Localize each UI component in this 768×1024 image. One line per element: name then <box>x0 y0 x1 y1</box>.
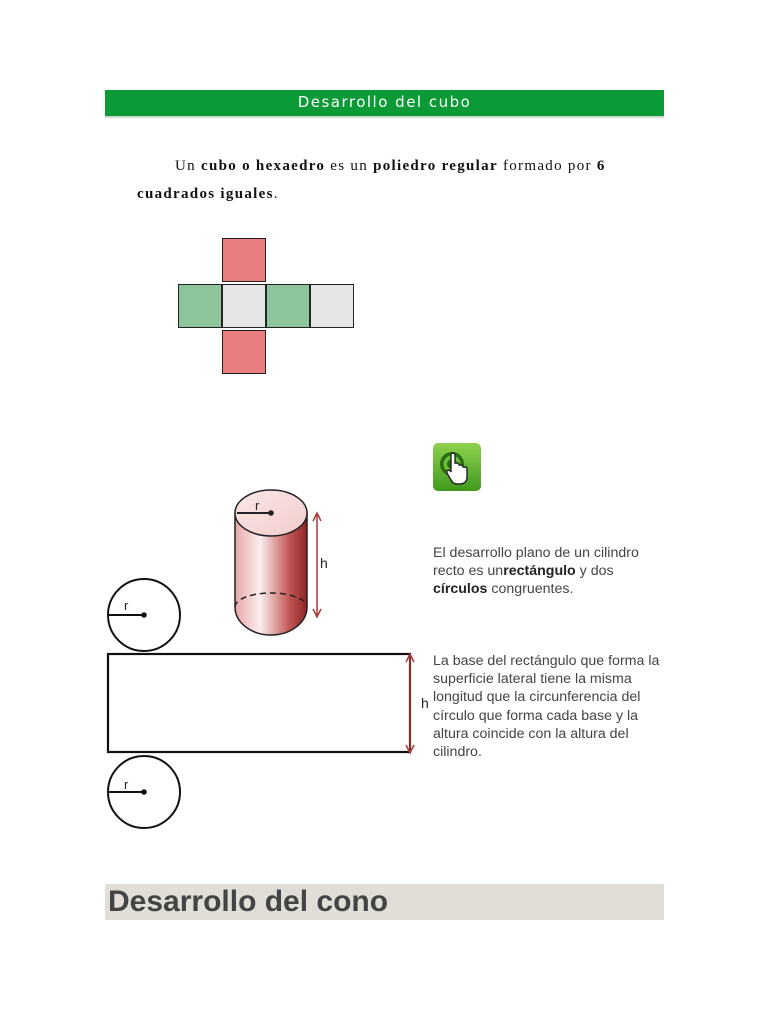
p1-bold-circles: círculos <box>433 581 488 598</box>
cylinder-radius-label: r <box>255 498 260 513</box>
cube-net-face-back <box>310 284 354 328</box>
intro-bold-polyhedron: poliedro regular <box>373 158 498 174</box>
touch-hand-icon[interactable] <box>433 443 481 491</box>
p1-text-2: y dos <box>575 563 614 580</box>
cylinder-description-paragraph <box>433 544 668 599</box>
cube-net-face-right <box>266 284 310 328</box>
cube-intro-paragraph <box>137 152 637 208</box>
intro-text-3: formado por <box>497 158 597 174</box>
intro-bold-cube: cubo o hexaedro <box>200 158 326 174</box>
cone-section-header: Desarrollo del cono <box>105 884 664 920</box>
intro-text-1: Un <box>175 158 201 174</box>
intro-bold-squares: 6 cuadrados iguales <box>137 158 606 202</box>
p1-text-3: congruentes. <box>487 581 574 598</box>
rectangle-explanation-paragraph: La base del rectángulo que forma la superficie lateral tiene la misma longitud que la circunferencia del círculo que forma cada base y la altura coincide con la altura del cilindro. <box>433 653 660 761</box>
cube-net-face-front <box>222 284 266 328</box>
cylinder-development-figure <box>104 485 434 835</box>
cube-net <box>178 238 354 376</box>
bottom-circle-radius-label: r <box>124 777 129 792</box>
bottom-circle-base <box>108 756 180 828</box>
lateral-rectangle <box>108 654 410 752</box>
cube-net-face-bottom <box>222 330 266 374</box>
cylinder-height-label: h <box>320 555 328 571</box>
rectangle-height-label: h <box>421 695 429 711</box>
cube-section-header: Desarrollo del cubo <box>105 90 664 118</box>
cube-net-face-left <box>178 284 222 328</box>
intro-text-2: es un <box>325 158 374 174</box>
cylinder-3d <box>235 490 307 635</box>
intro-text-4: . <box>273 186 279 202</box>
top-circle-base <box>108 579 180 651</box>
cube-net-face-top <box>222 238 266 282</box>
p1-text-1: El desarrollo plano de un cilindro recto es un <box>433 545 639 580</box>
top-circle-radius-label: r <box>124 598 129 613</box>
p1-bold-rectangle: rectángulo <box>503 563 576 580</box>
